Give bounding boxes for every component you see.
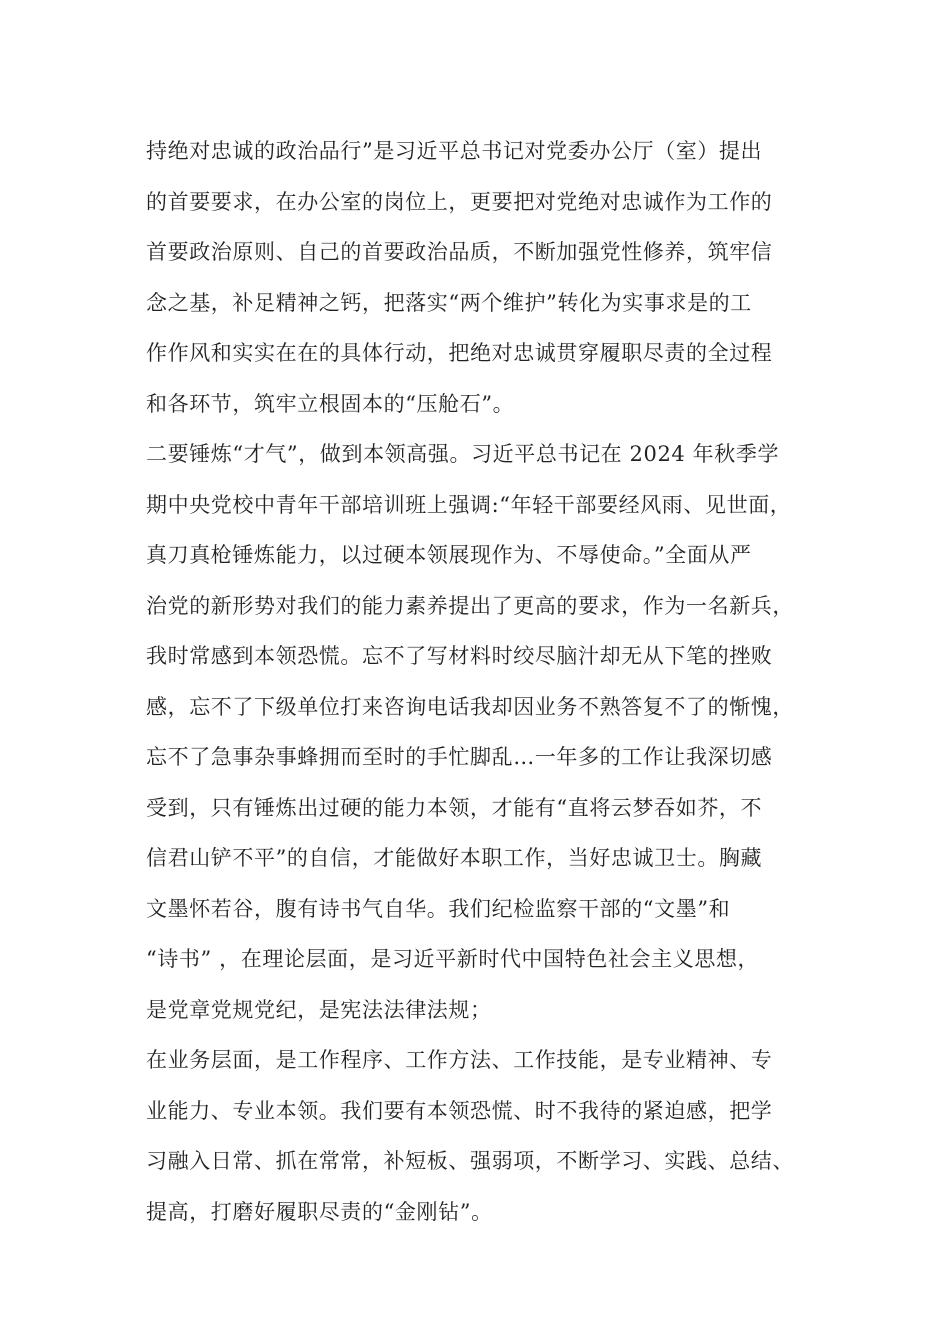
text-line: 的首要要求，在办公室的岗位上，更要把对党绝对忠诚作为工作的 bbox=[146, 189, 773, 214]
text-line: 感，忘不了下级单位打来咨询电话我却因业务不熟答复不了的惭愧， bbox=[146, 694, 794, 719]
text-line: 受到，只有锤炼出过硬的能力本领，才能有“直将云梦吞如芥，不 bbox=[146, 795, 763, 820]
text-line: 业能力、专业本领。我们要有本领恐慌、时不我待的紧迫感，把学 bbox=[146, 1098, 773, 1123]
text-line: 忘不了急事杂事蜂拥而至时的手忙脚乱…一年多的工作让我深切感 bbox=[146, 745, 773, 769]
text-line: 信君山铲不平”的自信，才能做好本职工作，当好忠诚卫士。胸藏 bbox=[146, 846, 763, 870]
text-line: 在业务层面，是工作程序、工作方法、工作技能，是专业精神、专 bbox=[146, 1048, 773, 1072]
text-line: 作作风和实实在在的具体行动，把绝对忠诚贯穿履职尽责的全过程 bbox=[146, 341, 773, 365]
body-text bbox=[146, 130, 836, 1241]
text-line: 是党章党规党纪，是宪法法律法规； bbox=[146, 997, 492, 1022]
text-line: 二要锤炼“才气”，做到本领高强。习近平总书记在 2024 年秋季学 bbox=[146, 442, 780, 466]
text-line: 习融入日常、抓在常常，补短板、强弱项，不断学习、实践、总结、 bbox=[146, 1149, 794, 1173]
text-line: 期中央党校中青年干部培训班上强调:“年轻干部要经风雨、见世面， bbox=[146, 492, 792, 517]
text-line: 提高，打磨好履职尽责的“金刚钻”。 bbox=[146, 1199, 493, 1224]
text-line: 文墨怀若谷，腹有诗书气自华。我们纪检监察干部的“文墨”和 bbox=[146, 896, 731, 921]
text-line: “诗书” ，在理论层面，是习近平新时代中国特色社会主义思想， bbox=[146, 947, 760, 971]
text-line: 我时常感到本领恐慌。忘不了写材料时绞尽脑汁却无从下笔的挫败 bbox=[146, 644, 773, 668]
text-line: 念之基，补足精神之钙，把落实“两个维护”转化为实事求是的工 bbox=[146, 290, 752, 315]
text-line: 治党的新形势对我们的能力素养提出了更高的要求，作为一名新兵， bbox=[146, 593, 794, 618]
text-line: 首要政治原则、自己的首要政治品质，不断加强党性修养，筑牢信 bbox=[146, 240, 773, 264]
text-line: 持绝对忠诚的政治品行”是习近平总书记对党委办公厅（室）提出 bbox=[146, 139, 763, 163]
text-line: 和各环节，筑牢立根固本的“压舱石”。 bbox=[146, 391, 515, 416]
text-line: 真刀真枪锤炼能力，以过硬本领展现作为、不辱使命。”全面从严 bbox=[146, 543, 752, 567]
